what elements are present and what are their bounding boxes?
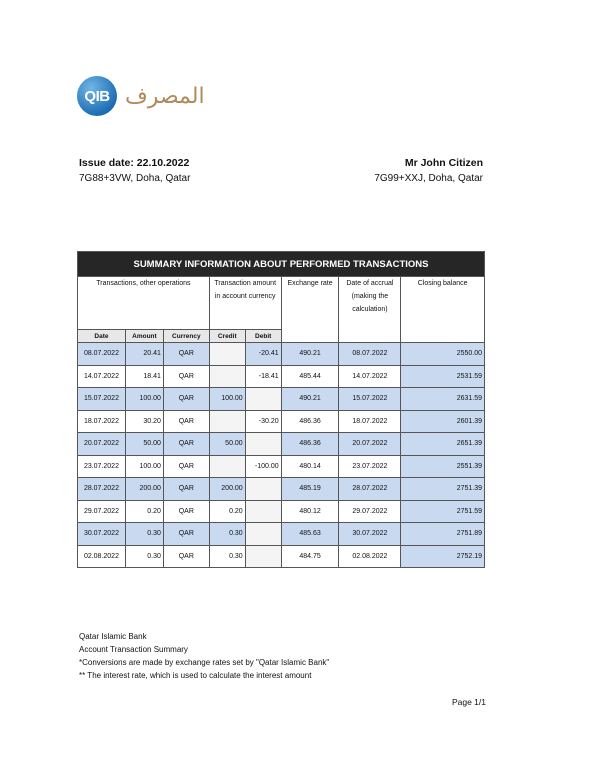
customer-name: Mr John Citizen [404,157,483,169]
cell-debit [245,388,281,411]
cell-balance: 2751.39 [401,478,485,501]
table-row [78,523,485,546]
cell-credit: 50.00 [209,433,245,456]
footer-summary-title: Account Transaction Summary [79,645,188,654]
cell-currency: QAR [163,410,209,433]
cell-accrual: 30.07.2022 [339,523,401,546]
table-row [78,545,485,568]
cell-balance: 2752.19 [401,545,485,568]
footer-conversion-note: *Conversions are made by exchange rates set by "Qatar Islamic Bank" [79,658,330,667]
cell-rate: 480.12 [281,500,339,523]
cell-amount: 30.20 [125,410,163,433]
footer-bank-name: Qatar Islamic Bank [79,632,147,641]
header-closing-balance: Closing balance [401,277,485,343]
cell-currency: QAR [163,365,209,388]
logo-arabic-text: المصرف [125,83,205,109]
header-credit: Credit [209,330,245,343]
cell-credit: 0.30 [209,523,245,546]
cell-debit: -100.00 [245,455,281,478]
cell-amount: 0.30 [125,523,163,546]
footer-notes [79,630,329,682]
table-title: SUMMARY INFORMATION ABOUT PERFORMED TRANSACTIONS [78,252,485,277]
cell-credit: 200.00 [209,478,245,501]
cell-debit [245,545,281,568]
cell-amount: 20.41 [125,343,163,366]
cell-amount: 100.00 [125,455,163,478]
cell-amount: 0.30 [125,545,163,568]
cell-balance: 2631.59 [401,388,485,411]
customer-address: 7G99+XXJ, Doha, Qatar [374,173,483,184]
cell-date: 29.07.2022 [78,500,126,523]
cell-credit [209,343,245,366]
cell-amount: 0.20 [125,500,163,523]
table-row [78,343,485,366]
cell-date: 15.07.2022 [78,388,126,411]
cell-rate: 490.21 [281,343,339,366]
cell-accrual: 14.07.2022 [339,365,401,388]
cell-amount: 200.00 [125,478,163,501]
cell-debit [245,433,281,456]
header-date: Date [78,330,126,343]
cell-rate: 485.19 [281,478,339,501]
logo-short: QIB [84,87,110,105]
cell-rate: 485.44 [281,365,339,388]
cell-accrual: 18.07.2022 [339,410,401,433]
cell-accrual: 28.07.2022 [339,478,401,501]
customer-block [374,156,483,186]
cell-debit [245,500,281,523]
cell-currency: QAR [163,523,209,546]
cell-rate: 480.14 [281,455,339,478]
issuer-block [79,156,190,186]
cell-date: 14.07.2022 [78,365,126,388]
cell-balance: 2551.39 [401,455,485,478]
cell-balance: 2601.39 [401,410,485,433]
cell-balance: 2531.59 [401,365,485,388]
cell-currency: QAR [163,343,209,366]
cell-credit [209,365,245,388]
cell-currency: QAR [163,478,209,501]
cell-debit: -20.41 [245,343,281,366]
cell-date: 28.07.2022 [78,478,126,501]
table-row [78,410,485,433]
page-number: Page 1/1 [451,697,486,707]
bank-logo [77,76,205,116]
footer-interest-note: ** The interest rate, which is used to calculate the interest amount [79,671,312,680]
cell-currency: QAR [163,388,209,411]
header-debit: Debit [245,330,281,343]
table-row [78,500,485,523]
cell-accrual: 23.07.2022 [339,455,401,478]
cell-date: 30.07.2022 [78,523,126,546]
cell-date: 18.07.2022 [78,410,126,433]
cell-balance: 2550.00 [401,343,485,366]
cell-balance: 2651.39 [401,433,485,456]
cell-debit [245,523,281,546]
table-row [78,388,485,411]
cell-balance: 2751.89 [401,523,485,546]
cell-credit [209,410,245,433]
header-date-accrual: Date of accrual (making the calculation) [339,277,401,343]
cell-rate: 490.21 [281,388,339,411]
cell-debit [245,478,281,501]
cell-currency: QAR [163,455,209,478]
cell-balance: 2751.59 [401,500,485,523]
table-row [78,365,485,388]
cell-credit: 100.00 [209,388,245,411]
cell-date: 20.07.2022 [78,433,126,456]
cell-rate: 486.36 [281,433,339,456]
cell-rate: 484.75 [281,545,339,568]
cell-rate: 486.36 [281,410,339,433]
group-header-transactions: Transactions, other operations [78,277,210,330]
table-row [78,433,485,456]
cell-credit: 0.30 [209,545,245,568]
qib-logo-icon [77,76,117,116]
cell-accrual: 29.07.2022 [339,500,401,523]
cell-accrual: 08.07.2022 [339,343,401,366]
cell-accrual: 15.07.2022 [339,388,401,411]
cell-amount: 18.41 [125,365,163,388]
bank-address: 7G88+3VW, Doha, Qatar [79,173,191,184]
header-amount: Amount [125,330,163,343]
cell-credit [209,455,245,478]
header-currency: Currency [163,330,209,343]
cell-credit: 0.20 [209,500,245,523]
group-header-amount: Transaction amount in account currency [209,277,281,330]
cell-rate: 485.63 [281,523,339,546]
cell-date: 08.07.2022 [78,343,126,366]
cell-accrual: 20.07.2022 [339,433,401,456]
header-exchange-rate: Exchange rate [281,277,339,343]
cell-debit: -30.20 [245,410,281,433]
cell-debit: -18.41 [245,365,281,388]
cell-amount: 100.00 [125,388,163,411]
cell-accrual: 02.08.2022 [339,545,401,568]
cell-currency: QAR [163,500,209,523]
transactions-table [77,251,485,568]
cell-currency: QAR [163,433,209,456]
cell-currency: QAR [163,545,209,568]
cell-date: 02.08.2022 [78,545,126,568]
cell-date: 23.07.2022 [78,455,126,478]
table-row [78,478,485,501]
cell-amount: 50.00 [125,433,163,456]
table-row [78,455,485,478]
issue-date: Issue date: 22.10.2022 [79,157,190,169]
